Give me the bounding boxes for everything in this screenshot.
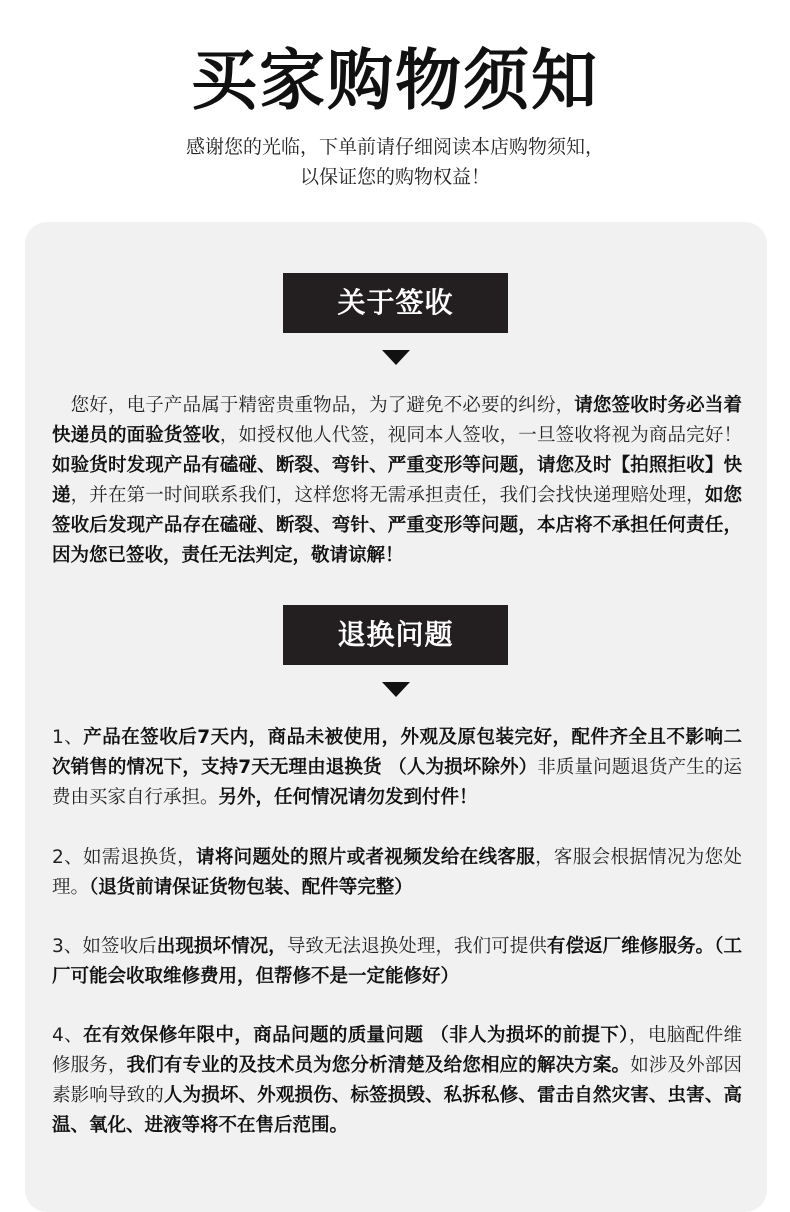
return-item-2 — [52, 843, 742, 903]
emphasis-text: 我们有专业的及技术员为您分析清楚及给您相应的解决方案。 — [126, 1055, 631, 1076]
down-arrow-icon — [382, 682, 410, 697]
emphasis-text: 请您签收时务必当着快递员的面验货签收 — [52, 395, 742, 446]
return-item-3 — [52, 932, 742, 992]
emphasis-text: 人为损坏、外观损伤、标签损毁、私拆私修、雷击自然灾害、虫害、高温、氧化、进液等将不在售后范围。 — [52, 1085, 742, 1136]
emphasis-text: 如您签收后发现产品存在磕碰、断裂、弯针、严重变形等问题，本店将不承担任何责任，因为您已签收，责任无法判定，敬请谅解！ — [52, 485, 742, 566]
body-text: ，如授权他人代签，视同本人签收，一旦签收将视为商品完好！ — [219, 425, 742, 446]
return-item-4 — [52, 1021, 742, 1141]
subtitle — [0, 132, 790, 192]
body-text: 1、 — [52, 727, 84, 748]
section-label-returns: 退换问题 — [283, 605, 508, 665]
body-text: 2、如需退换货， — [52, 847, 196, 868]
body-text: ，客服会根据情况为您处理。 — [52, 847, 742, 898]
body-text: 4、 — [52, 1025, 84, 1046]
body-text: ，并在第一时间联系我们，这样您将无需承担责任，我们会找快递理赔处理， — [70, 485, 705, 506]
body-text: 非质量问题退货产生的运费由买家自行承担。 — [52, 757, 742, 808]
emphasis-text: 请将问题处的照片或者视频发给在线客服 — [195, 847, 536, 868]
body-text: 导致无法退换处理，我们可提供 — [286, 936, 547, 957]
emphasis-text: 有偿返厂维修服务。（工厂可能会收取维修费用，但帮修不是一定能修好） — [52, 936, 742, 987]
emphasis-text: 出现损坏情况， — [156, 936, 287, 957]
body-text: 您好，电子产品属于精密贵重物品，为了避免不必要的纠纷， — [52, 395, 575, 416]
signing-paragraph — [52, 391, 742, 571]
body-text: 如涉及外部因素影响导致的 — [52, 1055, 742, 1106]
body-text: 3、如签收后 — [52, 936, 157, 957]
section-label-signing: 关于签收 — [283, 273, 508, 333]
emphasis-text: （退货前请保证货物包装、配件等完整） — [89, 877, 413, 898]
emphasis-text: 产品在签收后7天内，商品未被使用，外观及原包装完好，配件齐全且不影响二次销售的情况下，支持7天无理由退换货 （人为损坏除外） — [52, 727, 742, 778]
page-title: 买家购物须知 — [191, 42, 599, 119]
subtitle-line-2: 以保证您的购物权益！ — [299, 166, 490, 188]
emphasis-text: 另外，任何情况请勿发到付件！ — [218, 787, 478, 808]
return-item-1 — [52, 723, 742, 813]
down-arrow-icon — [382, 350, 410, 365]
emphasis-text: 如验货时发现产品有磕碰、断裂、弯针、严重变形等问题，请您及时【拍照拒收】快递 — [52, 455, 742, 506]
emphasis-text: 在有效保修年限中，商品问题的质量问题 （非人为损坏的前提下） — [83, 1025, 629, 1046]
body-text: ，电脑配件维修服务， — [52, 1025, 742, 1076]
subtitle-line-1: 感谢您的光临，下单前请仔细阅读本店购物须知， — [185, 136, 604, 158]
